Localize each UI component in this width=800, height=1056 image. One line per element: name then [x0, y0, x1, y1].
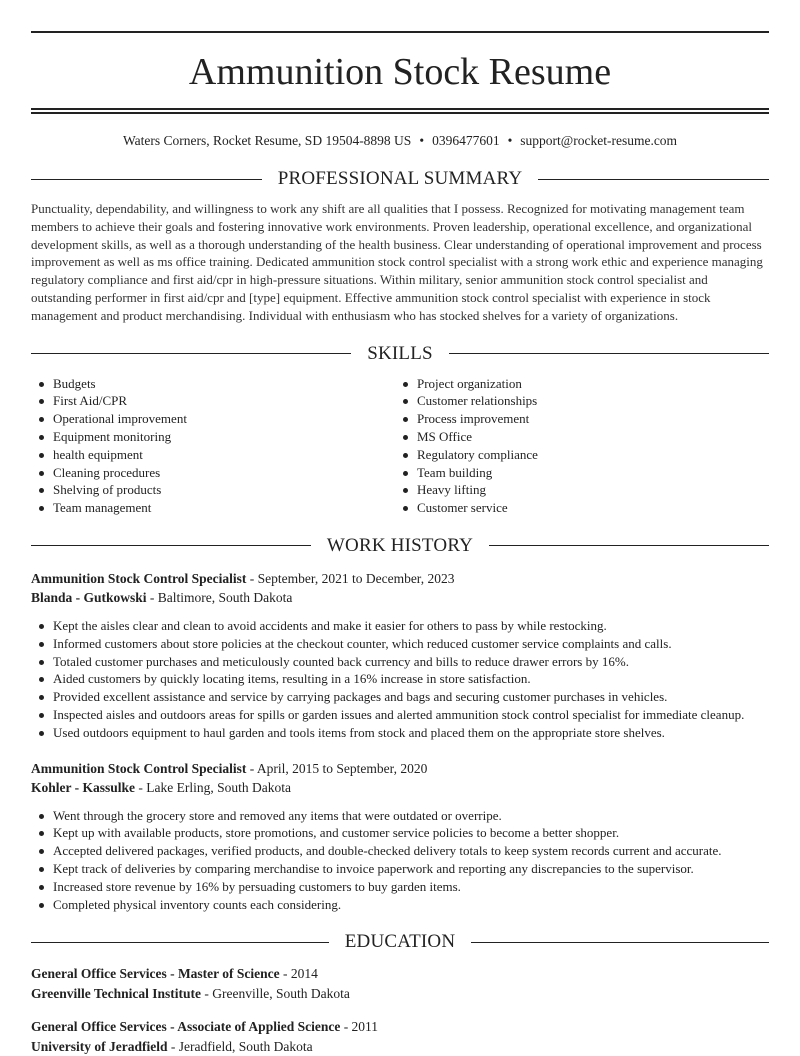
job-entry — [31, 569, 769, 742]
contact-phone: 0396477601 — [432, 133, 500, 148]
heading-rule-right — [449, 353, 769, 354]
school: Greenville Technical Institute — [31, 985, 202, 1001]
skill-item: MS Office — [395, 428, 759, 446]
contact-line — [31, 132, 769, 150]
job-title: Ammunition Stock Control Specialist — [31, 760, 247, 776]
skill-item: Shelving of products — [31, 481, 395, 499]
heading-rule-left — [31, 179, 262, 180]
job-bullet: Totaled customer purchases and meticulously counted back currency and bills to reduce drawer errors by 16%. — [31, 653, 769, 671]
skill-item: Process improvement — [395, 410, 759, 428]
skills-heading — [31, 343, 769, 365]
contact-separator: • — [507, 133, 513, 148]
contact-separator: • — [419, 133, 425, 148]
job-bullets — [31, 807, 769, 914]
school: University of Jeradfield — [31, 1038, 168, 1054]
skill-item: Operational improvement — [31, 410, 395, 428]
title-double-rule — [31, 108, 769, 114]
job-bullet: Completed physical inventory counts each considering. — [31, 896, 769, 914]
work-heading-label: WORK HISTORY — [326, 534, 474, 556]
job-bullet: Provided excellent assistance and service by carrying packages and bags and securing customer purchases in vehicles. — [31, 688, 769, 706]
degree-year: - 2011 — [340, 1019, 379, 1035]
degree-line — [31, 964, 769, 984]
skills-column-right — [395, 375, 759, 517]
contact-address: Waters Corners, Rocket Resume, SD 19504-8898 US — [122, 133, 412, 148]
skill-item: health equipment — [31, 446, 395, 464]
top-rule — [31, 31, 769, 33]
job-location: - Baltimore, South Dakota — [146, 590, 293, 606]
degree: General Office Services - Master of Science — [31, 966, 280, 982]
heading-rule-left — [31, 545, 311, 546]
work-heading — [31, 535, 769, 557]
heading-rule-right — [538, 179, 769, 180]
skill-item: Customer relationships — [395, 392, 759, 410]
summary-heading — [31, 168, 769, 190]
job-bullets — [31, 617, 769, 742]
skill-item: Heavy lifting — [395, 481, 759, 499]
skill-item: Team building — [395, 464, 759, 482]
job-bullet: Increased store revenue by 16% by persuading customers to buy garden items. — [31, 878, 769, 896]
job-title-line — [31, 569, 769, 589]
job-company: Kohler - Kassulke — [31, 780, 136, 796]
skill-item: Regulatory compliance — [395, 446, 759, 464]
education-heading — [31, 931, 769, 953]
skill-item: First Aid/CPR — [31, 392, 395, 410]
heading-rule-right — [471, 942, 769, 943]
skill-item: Equipment monitoring — [31, 428, 395, 446]
summary-heading-label: PROFESSIONAL SUMMARY — [277, 168, 523, 189]
education-entry — [31, 1017, 769, 1056]
job-bullet: Kept track of deliveries by comparing merchandise to invoice paperwork and reporting any discrepancies to the supervisor. — [31, 860, 769, 878]
degree-year: - 2014 — [279, 966, 318, 982]
school-location: - Greenville, South Dakota — [201, 985, 350, 1001]
summary-text: Punctuality, dependability, and willingness to work any shift are all qualities that I possess. Recognized for motivating management team members to achieve their goals and fostering innovative work environments. Proven leadership, operational excellence, and organizational development skills, as well as a thorough understanding of the health business. Clear understanding of operational improvement and process improvement as well as ms office training. Dedicated ammunition stock control specialist with a strong work ethic and experience managing regulatory compliance and first aid/cpr in high-pressure situations. Within military, senior ammunition stock control specialist and outstanding performer in first aid/cpr and [type] equipment. Effective ammunition stock control specialist with experience in stock management and product merchandising. Individual with enthusiasm who has stocked shelves for a variety of organizations. — [31, 201, 763, 323]
job-bullet: Used outdoors equipment to haul garden and tools items from stock and placed them on the appropriate store shelves. — [31, 724, 769, 742]
skills-heading-label: SKILLS — [367, 342, 433, 364]
job-company: Blanda - Gutkowski — [31, 590, 147, 606]
skill-item: Team management — [31, 499, 395, 517]
skill-item: Budgets — [31, 375, 395, 393]
school-line — [31, 984, 769, 1004]
education-heading-label: EDUCATION — [344, 931, 456, 953]
school-line — [31, 1037, 769, 1056]
heading-rule-left — [31, 353, 351, 354]
skill-item: Customer service — [395, 499, 759, 517]
degree-line — [31, 1017, 769, 1037]
heading-rule-right — [489, 545, 769, 546]
skill-item: Cleaning procedures — [31, 464, 395, 482]
school-location: - Jeradfield, South Dakota — [167, 1038, 313, 1054]
job-bullet: Aided customers by quickly locating items, resulting in a 16% increase in store satisfaction. — [31, 670, 769, 688]
job-entry — [31, 759, 769, 914]
job-dates: - September, 2021 to December, 2023 — [246, 570, 455, 586]
job-bullet: Informed customers about store policies at the checkout counter, which reduced customer service complaints and calls. — [31, 635, 769, 653]
heading-rule-left — [31, 942, 329, 943]
job-company-line — [31, 778, 769, 798]
skill-item: Project organization — [395, 375, 759, 393]
resume-page — [31, 31, 769, 1056]
job-bullet: Kept up with available products, store promotions, and customer service policies to become a better shopper. — [31, 824, 769, 842]
resume-title: Ammunition Stock Resume — [188, 51, 612, 93]
job-bullet: Accepted delivered packages, verified products, and double-checked delivery totals to keep system records current and accurate. — [31, 842, 769, 860]
education-entry — [31, 964, 769, 1003]
skills-column-left — [31, 375, 395, 517]
job-company-line — [31, 588, 769, 608]
degree: General Office Services - Associate of Applied Science — [31, 1019, 341, 1035]
skills-list — [31, 375, 769, 517]
job-dates: - April, 2015 to September, 2020 — [246, 760, 428, 776]
job-bullet: Went through the grocery store and removed any items that were outdated or overripe. — [31, 807, 769, 825]
job-bullet: Kept the aisles clear and clean to avoid accidents and make it easier for others to pass by while restocking. — [31, 617, 769, 635]
job-title: Ammunition Stock Control Specialist — [31, 570, 247, 586]
job-bullet: Inspected aisles and outdoors areas for spills or garden issues and alerted ammunition stock control specialist for immediate cleanup. — [31, 706, 769, 724]
contact-email[interactable]: support@rocket-resume.com — [520, 133, 678, 148]
job-title-line — [31, 759, 769, 779]
job-location: - Lake Erling, South Dakota — [135, 780, 291, 796]
